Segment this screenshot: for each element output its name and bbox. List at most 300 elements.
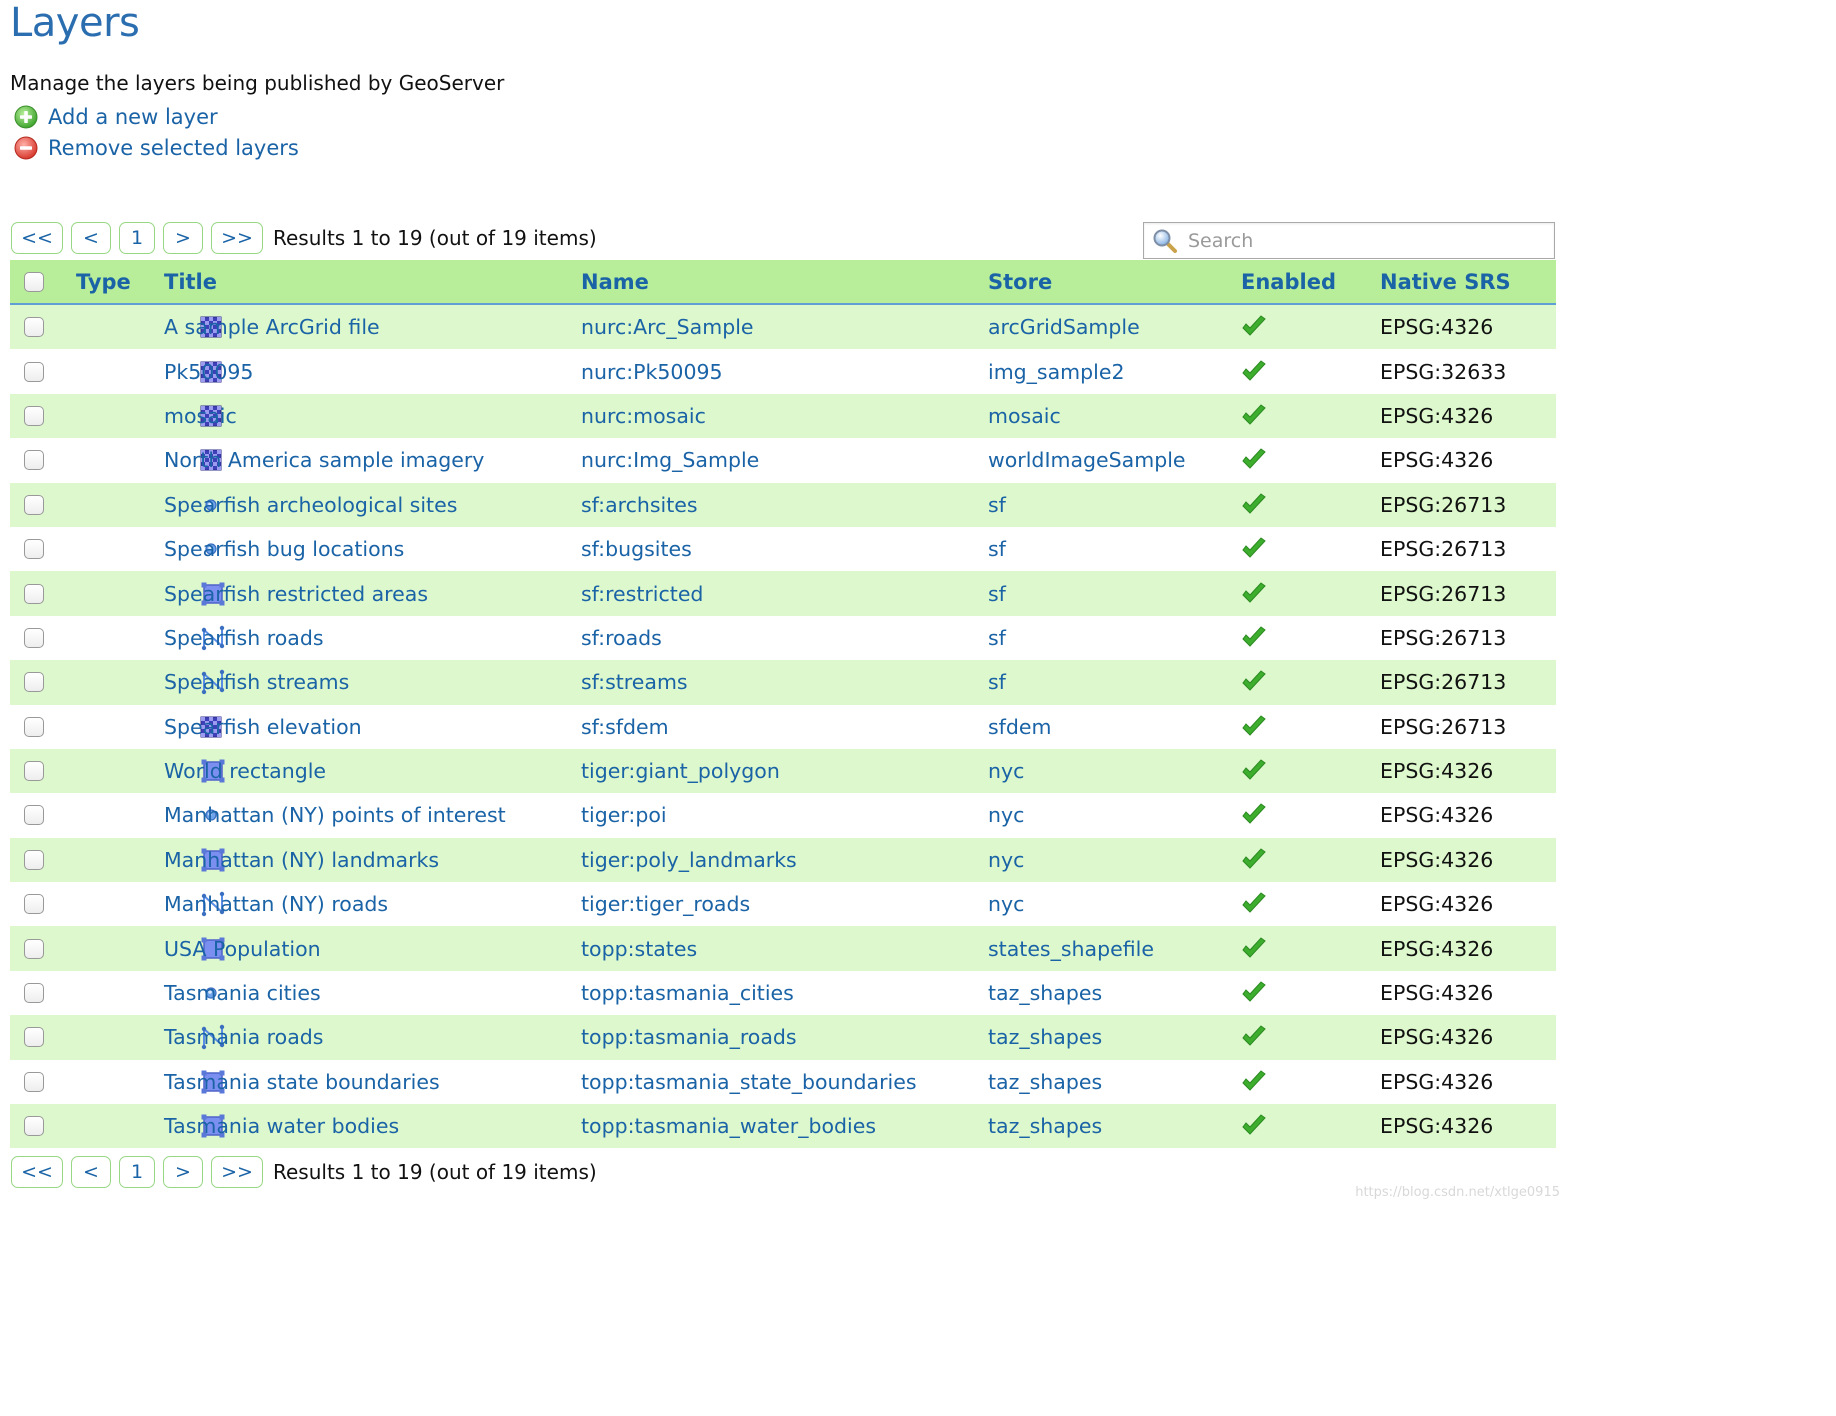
table-row — [10, 1060, 1556, 1104]
layer-type-cell — [68, 838, 164, 882]
page-1-button[interactable]: 1 — [119, 222, 155, 254]
enabled-check-icon — [1241, 670, 1380, 694]
layer-native-srs: EPSG:4326 — [1380, 438, 1556, 482]
layer-name-link[interactable]: tiger:poi — [581, 803, 667, 828]
add-layer-link[interactable] — [14, 105, 218, 129]
add-icon — [14, 105, 38, 129]
layer-store-link[interactable]: sfdem — [988, 714, 1052, 739]
pager-bottom — [11, 1155, 597, 1189]
layer-title-link[interactable]: Spearfish restricted areas — [164, 581, 429, 606]
layer-store[interactable] — [988, 1060, 1241, 1104]
layer-native-srs: EPSG:4326 — [1380, 394, 1556, 438]
layer-enabled — [1241, 527, 1380, 571]
layer-native-srs: EPSG:4326 — [1380, 926, 1556, 970]
row-checkbox[interactable] — [24, 672, 44, 692]
polygon-icon — [134, 581, 160, 607]
select-all-header — [10, 260, 68, 304]
row-checkbox[interactable] — [24, 362, 44, 382]
layer-enabled — [1241, 971, 1380, 1015]
layer-native-srs: EPSG:26713 — [1380, 660, 1556, 704]
polygon-icon — [134, 1113, 160, 1139]
table-row — [10, 571, 1556, 615]
layer-name[interactable] — [581, 304, 988, 349]
table-row — [10, 793, 1556, 837]
prev-page-button[interactable]: < — [71, 222, 111, 254]
row-checkbox[interactable] — [24, 939, 44, 959]
layer-enabled — [1241, 749, 1380, 793]
layer-store[interactable] — [988, 349, 1241, 393]
layer-title[interactable] — [164, 571, 581, 615]
table-row — [10, 749, 1556, 793]
layer-type-cell — [68, 304, 164, 349]
page-1-button[interactable]: 1 — [119, 1156, 155, 1188]
row-checkbox[interactable] — [24, 1027, 44, 1047]
layer-enabled — [1241, 394, 1380, 438]
layer-name[interactable] — [581, 527, 988, 571]
layer-name[interactable] — [581, 394, 988, 438]
layers-table — [10, 260, 1556, 1148]
layer-name[interactable] — [581, 1015, 988, 1059]
layer-name-link[interactable]: topp:tasmania_water_bodies — [581, 1114, 877, 1139]
layer-enabled — [1241, 660, 1380, 704]
row-select-cell — [10, 394, 68, 438]
row-select-cell — [10, 1104, 68, 1148]
remove-layers-label[interactable]: Remove selected layers — [48, 136, 299, 160]
layer-title-link[interactable]: A sample ArcGrid file — [164, 315, 380, 340]
layer-store[interactable] — [988, 660, 1241, 704]
layer-name-link[interactable]: topp:tasmania_state_boundaries — [581, 1069, 917, 1094]
layer-name-link[interactable]: nurc:mosaic — [581, 403, 706, 428]
layer-enabled — [1241, 926, 1380, 970]
layer-title-link[interactable]: Spearfish archeological sites — [164, 492, 458, 517]
row-checkbox[interactable] — [24, 317, 44, 337]
layer-title[interactable] — [164, 438, 581, 482]
row-select-cell — [10, 749, 68, 793]
table-header-row — [10, 260, 1556, 304]
line-icon — [134, 1024, 160, 1050]
layer-store-link[interactable]: nyc — [988, 847, 1025, 872]
layer-title-link[interactable]: Tasmania water bodies — [164, 1114, 400, 1139]
row-checkbox[interactable] — [24, 406, 44, 426]
row-select-cell — [10, 349, 68, 393]
first-page-button[interactable]: << — [11, 1156, 63, 1188]
layer-name[interactable] — [581, 483, 988, 527]
enabled-check-icon — [1241, 1025, 1380, 1049]
layer-name[interactable] — [581, 793, 988, 837]
row-select-cell — [10, 483, 68, 527]
table-row — [10, 438, 1556, 482]
line-icon — [134, 625, 160, 651]
last-page-button[interactable]: >> — [211, 1156, 263, 1188]
layer-title-link[interactable]: USA Population — [164, 936, 321, 961]
layer-store-link[interactable]: nyc — [988, 759, 1025, 784]
watermark: https://blog.csdn.net/xtlge0915 — [1355, 1185, 1560, 1200]
enabled-check-icon — [1241, 937, 1380, 961]
enabled-check-icon — [1241, 537, 1380, 561]
layer-enabled — [1241, 705, 1380, 749]
layer-store-link[interactable]: arcGridSample — [988, 315, 1140, 340]
row-select-cell — [10, 438, 68, 482]
row-select-cell — [10, 926, 68, 970]
enabled-check-icon — [1241, 448, 1380, 472]
layer-title[interactable] — [164, 1015, 581, 1059]
layer-type-cell — [68, 1104, 164, 1148]
layer-name[interactable] — [581, 438, 988, 482]
layer-name-link[interactable]: sf:restricted — [581, 581, 704, 606]
table-row — [10, 349, 1556, 393]
pager-top — [11, 221, 597, 255]
layer-title[interactable] — [164, 705, 581, 749]
row-select-cell — [10, 571, 68, 615]
layer-name-link[interactable]: sf:bugsites — [581, 537, 692, 562]
layer-name[interactable] — [581, 838, 988, 882]
layer-store[interactable] — [988, 1015, 1241, 1059]
row-checkbox[interactable] — [24, 450, 44, 470]
layer-enabled — [1241, 838, 1380, 882]
enabled-column-header[interactable]: Enabled — [1241, 260, 1380, 304]
layer-title-link[interactable]: Tasmania roads — [164, 1025, 324, 1050]
layer-title[interactable] — [164, 394, 581, 438]
polygon-icon — [134, 758, 160, 784]
layer-native-srs: EPSG:26713 — [1380, 616, 1556, 660]
layer-store[interactable] — [988, 438, 1241, 482]
layer-type-cell — [68, 438, 164, 482]
raster-icon — [134, 716, 160, 738]
layer-type-cell — [68, 349, 164, 393]
row-checkbox[interactable] — [24, 894, 44, 914]
row-select-cell — [10, 527, 68, 571]
layer-enabled — [1241, 793, 1380, 837]
layer-type-cell — [68, 793, 164, 837]
layer-name[interactable] — [581, 660, 988, 704]
enabled-check-icon — [1241, 1070, 1380, 1094]
search-box[interactable] — [1143, 222, 1555, 259]
layer-title[interactable] — [164, 660, 581, 704]
layer-store[interactable] — [988, 1104, 1241, 1148]
point-icon — [134, 538, 160, 560]
enabled-check-icon — [1241, 1114, 1380, 1138]
layer-type-cell — [68, 1060, 164, 1104]
raster-icon — [134, 405, 160, 427]
layer-store[interactable] — [988, 571, 1241, 615]
layer-store-link[interactable]: worldImageSample — [988, 448, 1186, 473]
layer-native-srs: EPSG:4326 — [1380, 1015, 1556, 1059]
layer-title-link[interactable]: World rectangle — [164, 759, 327, 784]
point-icon — [134, 982, 160, 1004]
table-row — [10, 304, 1556, 349]
raster-icon — [134, 449, 160, 471]
table-row — [10, 1015, 1556, 1059]
layer-native-srs: EPSG:26713 — [1380, 571, 1556, 615]
line-icon — [134, 669, 160, 695]
line-icon — [134, 891, 160, 917]
layer-title[interactable] — [164, 749, 581, 793]
enabled-check-icon — [1241, 404, 1380, 428]
layer-type-cell — [68, 749, 164, 793]
layer-native-srs: EPSG:4326 — [1380, 304, 1556, 349]
enabled-check-icon — [1241, 360, 1380, 384]
row-select-cell — [10, 616, 68, 660]
layer-type-cell — [68, 882, 164, 926]
enabled-check-icon — [1241, 315, 1380, 339]
layer-title-link[interactable]: Manhattan (NY) landmarks — [164, 847, 440, 872]
layer-store-link[interactable]: states_shapefile — [988, 936, 1154, 961]
layer-title-link[interactable]: Spearfish streams — [164, 670, 350, 695]
last-page-button[interactable]: >> — [211, 222, 263, 254]
layer-native-srs: EPSG:4326 — [1380, 971, 1556, 1015]
prev-page-button[interactable]: < — [71, 1156, 111, 1188]
polygon-icon — [134, 847, 160, 873]
raster-icon — [134, 316, 160, 338]
layer-name[interactable] — [581, 705, 988, 749]
layer-store[interactable] — [988, 483, 1241, 527]
layer-store-link[interactable]: sf — [988, 537, 1006, 562]
layer-name-link[interactable]: sf:roads — [581, 625, 662, 650]
layer-enabled — [1241, 882, 1380, 926]
point-icon — [134, 494, 160, 516]
layer-type-cell — [68, 660, 164, 704]
layer-title-link[interactable]: Manhattan (NY) points of interest — [164, 803, 506, 828]
layer-name-link[interactable]: nurc:Arc_Sample — [581, 315, 754, 340]
page-title: Layers — [10, 0, 140, 46]
layer-title-link[interactable]: Manhattan (NY) roads — [164, 892, 389, 917]
point-icon — [134, 804, 160, 826]
layer-store-link[interactable]: sf — [988, 492, 1006, 517]
table-row — [10, 971, 1556, 1015]
layer-name[interactable] — [581, 1104, 988, 1148]
row-checkbox[interactable] — [24, 495, 44, 515]
enabled-check-icon — [1241, 715, 1380, 739]
next-page-button[interactable]: > — [163, 222, 203, 254]
layer-type-cell — [68, 1015, 164, 1059]
layer-native-srs: EPSG:4326 — [1380, 838, 1556, 882]
layer-store-link[interactable]: mosaic — [988, 403, 1061, 428]
row-select-cell — [10, 304, 68, 349]
search-input[interactable] — [1186, 229, 1550, 253]
results-count: Results 1 to 19 (out of 19 items) — [273, 226, 597, 250]
layer-type-cell — [68, 571, 164, 615]
add-layer-label[interactable]: Add a new layer — [48, 105, 218, 129]
layer-title-link[interactable]: North America sample imagery — [164, 448, 485, 473]
layer-store[interactable] — [988, 882, 1241, 926]
layer-name-link[interactable]: topp:tasmania_cities — [581, 981, 794, 1006]
results-count: Results 1 to 19 (out of 19 items) — [273, 1160, 597, 1184]
layer-store-link[interactable]: taz_shapes — [988, 1025, 1103, 1050]
layer-title[interactable] — [164, 793, 581, 837]
layer-enabled — [1241, 483, 1380, 527]
layer-title-link[interactable]: Spearfish elevation — [164, 714, 362, 739]
layer-native-srs: EPSG:26713 — [1380, 705, 1556, 749]
search-icon — [1152, 228, 1178, 254]
layer-native-srs: EPSG:4326 — [1380, 793, 1556, 837]
row-checkbox[interactable] — [24, 628, 44, 648]
table-row — [10, 394, 1556, 438]
enabled-check-icon — [1241, 759, 1380, 783]
enabled-check-icon — [1241, 626, 1380, 650]
layer-store[interactable] — [988, 527, 1241, 571]
layer-name-link[interactable]: tiger:tiger_roads — [581, 892, 751, 917]
enabled-check-icon — [1241, 582, 1380, 606]
layer-name[interactable] — [581, 926, 988, 970]
enabled-check-icon — [1241, 803, 1380, 827]
layer-store-link[interactable]: nyc — [988, 892, 1025, 917]
row-select-cell — [10, 882, 68, 926]
layer-native-srs: EPSG:4326 — [1380, 1104, 1556, 1148]
layer-name-link[interactable]: tiger:poly_landmarks — [581, 847, 797, 872]
layers-table-body — [10, 304, 1556, 1148]
table-row — [10, 616, 1556, 660]
table-row — [10, 527, 1556, 571]
layer-title[interactable] — [164, 483, 581, 527]
remove-layers-link[interactable] — [14, 136, 299, 160]
layer-enabled — [1241, 571, 1380, 615]
row-select-cell — [10, 1060, 68, 1104]
row-select-cell — [10, 1015, 68, 1059]
store-column-header[interactable]: Store — [988, 260, 1241, 304]
next-page-button[interactable]: > — [163, 1156, 203, 1188]
layer-store-link[interactable]: taz_shapes — [988, 981, 1103, 1006]
row-checkbox[interactable] — [24, 983, 44, 1003]
layer-native-srs: EPSG:32633 — [1380, 349, 1556, 393]
polygon-icon — [134, 1069, 160, 1095]
table-row — [10, 882, 1556, 926]
layer-enabled — [1241, 304, 1380, 349]
layer-name[interactable] — [581, 749, 988, 793]
layer-name-link[interactable]: tiger:giant_polygon — [581, 759, 780, 784]
native-srs-column-header[interactable]: Native SRS — [1380, 260, 1556, 304]
layer-enabled — [1241, 616, 1380, 660]
layer-store-link[interactable]: taz_shapes — [988, 1114, 1103, 1139]
row-checkbox[interactable] — [24, 584, 44, 604]
layer-type-cell — [68, 483, 164, 527]
layer-store[interactable] — [988, 394, 1241, 438]
layer-title[interactable] — [164, 926, 581, 970]
layer-name[interactable] — [581, 571, 988, 615]
layer-name-link[interactable]: sf:streams — [581, 670, 688, 695]
layer-title[interactable] — [164, 1060, 581, 1104]
layer-store[interactable] — [988, 749, 1241, 793]
layer-title[interactable] — [164, 527, 581, 571]
row-checkbox[interactable] — [24, 761, 44, 781]
layer-title[interactable] — [164, 882, 581, 926]
layer-title[interactable] — [164, 616, 581, 660]
layer-native-srs: EPSG:4326 — [1380, 882, 1556, 926]
table-row — [10, 1104, 1556, 1148]
select-all-checkbox[interactable] — [24, 272, 44, 292]
enabled-check-icon — [1241, 848, 1380, 872]
layer-title[interactable] — [164, 838, 581, 882]
row-checkbox[interactable] — [24, 717, 44, 737]
layer-name[interactable] — [581, 971, 988, 1015]
title-column-header[interactable]: Title — [164, 260, 581, 304]
layer-native-srs: EPSG:26713 — [1380, 527, 1556, 571]
layer-native-srs: EPSG:4326 — [1380, 1060, 1556, 1104]
layer-store[interactable] — [988, 793, 1241, 837]
row-checkbox[interactable] — [24, 539, 44, 559]
row-select-cell — [10, 971, 68, 1015]
remove-icon — [14, 136, 38, 160]
name-column-header[interactable]: Name — [581, 260, 988, 304]
layer-type-cell — [68, 616, 164, 660]
layer-store-link[interactable]: taz_shapes — [988, 1069, 1103, 1094]
layer-store-link[interactable]: sf — [988, 581, 1006, 606]
row-select-cell — [10, 660, 68, 704]
layer-title-link[interactable]: mosaic — [164, 403, 237, 428]
layer-store[interactable] — [988, 838, 1241, 882]
layer-title-link[interactable]: Spearfish roads — [164, 625, 324, 650]
layer-enabled — [1241, 349, 1380, 393]
page-description: Manage the layers being published by GeoServer — [10, 71, 505, 95]
layer-title[interactable] — [164, 971, 581, 1015]
row-select-cell — [10, 705, 68, 749]
layer-name-link[interactable]: nurc:Pk50095 — [581, 359, 723, 384]
layer-store-link[interactable]: img_sample2 — [988, 359, 1125, 384]
layer-name-link[interactable]: topp:states — [581, 936, 698, 961]
layer-title-link[interactable]: Tasmania state boundaries — [164, 1069, 440, 1094]
row-select-cell — [10, 793, 68, 837]
layer-type-cell — [68, 926, 164, 970]
table-row — [10, 926, 1556, 970]
layer-title-link[interactable]: Tasmania cities — [164, 981, 321, 1006]
layer-type-cell — [68, 971, 164, 1015]
layer-enabled — [1241, 438, 1380, 482]
table-row — [10, 660, 1556, 704]
layer-store[interactable] — [988, 616, 1241, 660]
layer-title-link[interactable]: Pk50095 — [164, 359, 254, 384]
layer-enabled — [1241, 1104, 1380, 1148]
layer-title[interactable] — [164, 1104, 581, 1148]
layer-type-cell — [68, 527, 164, 571]
layer-name-link[interactable]: sf:archsites — [581, 492, 698, 517]
row-checkbox[interactable] — [24, 1072, 44, 1092]
row-checkbox[interactable] — [24, 850, 44, 870]
layer-title[interactable] — [164, 349, 581, 393]
layer-store[interactable] — [988, 705, 1241, 749]
layer-store[interactable] — [988, 304, 1241, 349]
first-page-button[interactable]: << — [11, 222, 63, 254]
layer-name-link[interactable]: sf:sfdem — [581, 714, 669, 739]
layer-name-link[interactable]: topp:tasmania_roads — [581, 1025, 797, 1050]
polygon-icon — [134, 936, 160, 962]
layer-title-link[interactable]: Spearfish bug locations — [164, 537, 405, 562]
enabled-check-icon — [1241, 892, 1380, 916]
table-row — [10, 838, 1556, 882]
enabled-check-icon — [1241, 981, 1380, 1005]
type-column-header[interactable]: Type — [68, 260, 164, 304]
raster-icon — [134, 361, 160, 383]
row-checkbox[interactable] — [24, 805, 44, 825]
table-row — [10, 705, 1556, 749]
layer-native-srs: EPSG:26713 — [1380, 483, 1556, 527]
layer-name[interactable] — [581, 882, 988, 926]
layer-name-link[interactable]: nurc:Img_Sample — [581, 448, 760, 473]
layer-name[interactable] — [581, 349, 988, 393]
layer-store-link[interactable]: nyc — [988, 803, 1025, 828]
layer-enabled — [1241, 1060, 1380, 1104]
layer-type-cell — [68, 394, 164, 438]
row-checkbox[interactable] — [24, 1116, 44, 1136]
layer-enabled — [1241, 1015, 1380, 1059]
layer-store[interactable] — [988, 971, 1241, 1015]
layer-store-link[interactable]: sf — [988, 670, 1006, 695]
layer-name[interactable] — [581, 616, 988, 660]
layer-name[interactable] — [581, 1060, 988, 1104]
layer-title[interactable] — [164, 304, 581, 349]
table-row — [10, 483, 1556, 527]
layer-store[interactable] — [988, 926, 1241, 970]
layer-store-link[interactable]: sf — [988, 625, 1006, 650]
enabled-check-icon — [1241, 493, 1380, 517]
